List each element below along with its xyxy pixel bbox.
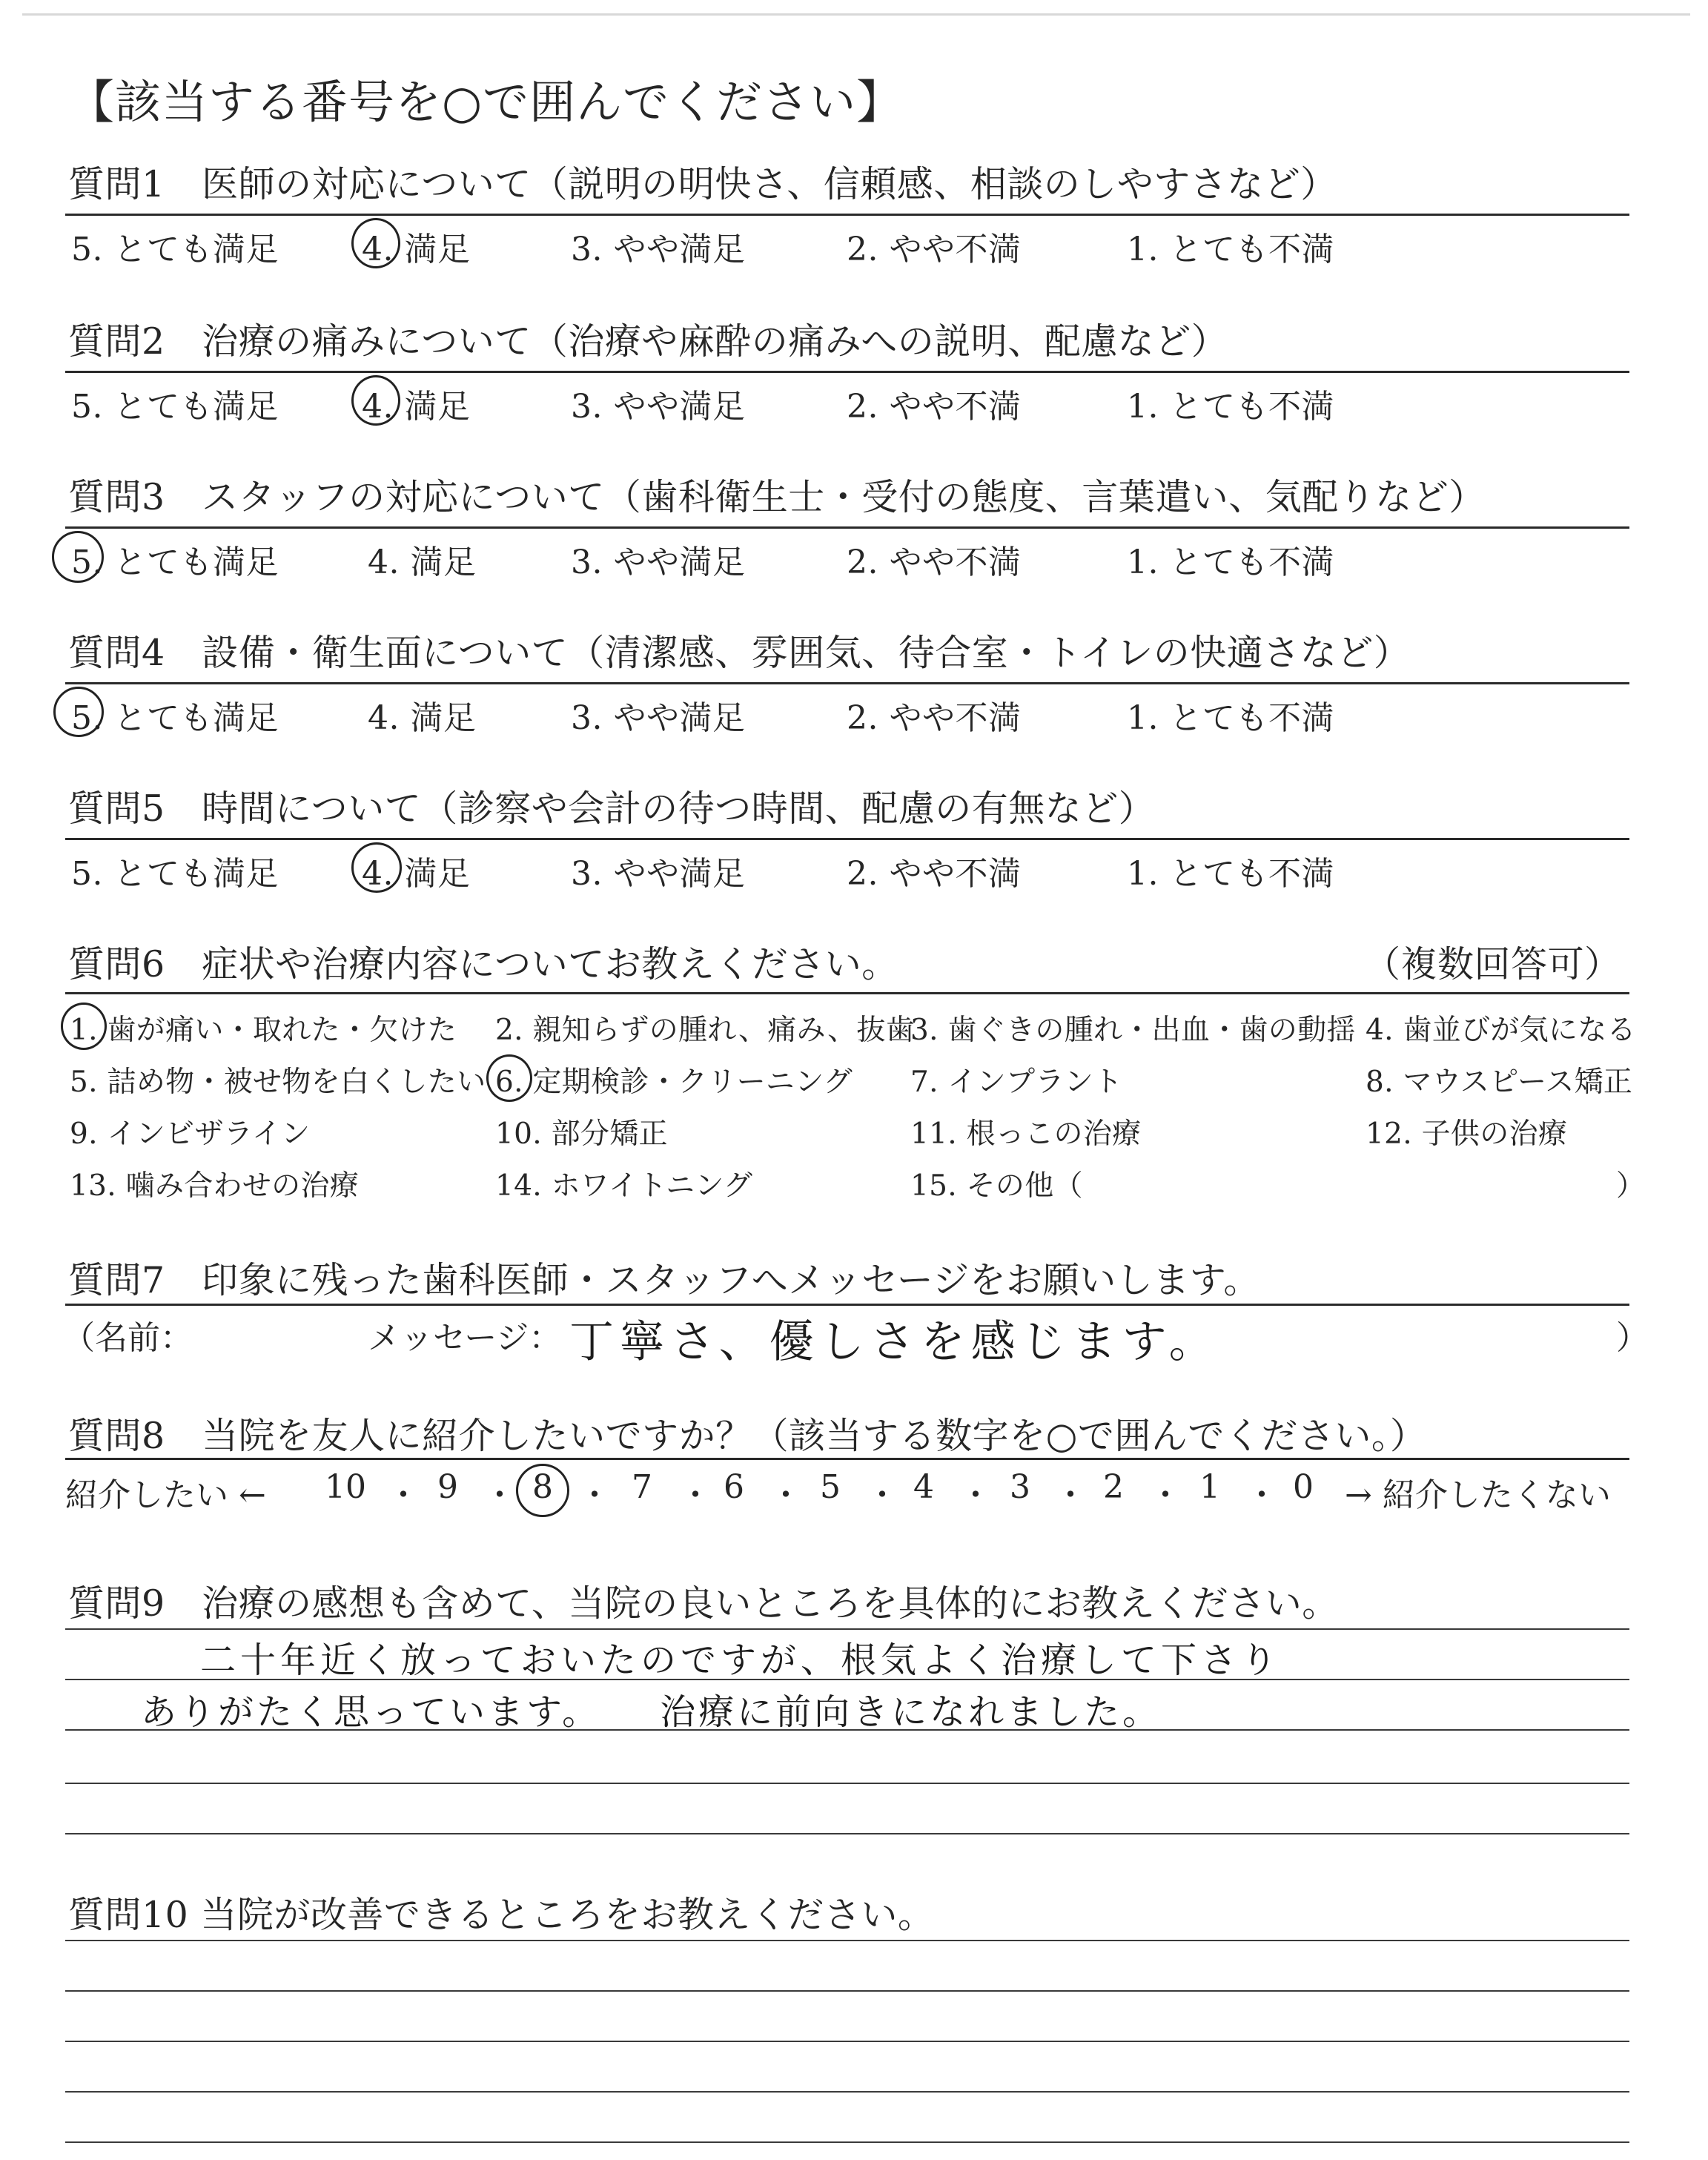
page-top-border bbox=[22, 13, 1690, 16]
scale-value-10[interactable]: 10 bbox=[325, 1468, 366, 1506]
scale-right-label: → 紹介したくない bbox=[1345, 1476, 1611, 1514]
q6-item-9[interactable]: 9. インビザライン bbox=[70, 1117, 311, 1151]
q3-selection-circle bbox=[52, 531, 104, 583]
question-8-label: 質問8 当院を友人に紹介したいですか？（該当する数字を○で囲んでください。） bbox=[68, 1415, 1427, 1457]
page-title: 【該当する番号を○で囲んでください】 bbox=[68, 75, 904, 129]
q6-item-14[interactable]: 14. ホワイトニング bbox=[495, 1169, 753, 1203]
scale-left-label: 紹介したい ← bbox=[65, 1476, 266, 1514]
q4-selection-circle bbox=[53, 687, 104, 737]
q5-option-5[interactable]: 5. とても満足 bbox=[71, 855, 279, 893]
q6-item-6-selection-circle bbox=[486, 1054, 532, 1102]
q7-message-handwritten[interactable]: 丁寧さ、優しさを感じます。 bbox=[569, 1316, 1219, 1368]
scale-value-4[interactable]: 4 bbox=[913, 1468, 934, 1506]
scale-value-3[interactable]: 3 bbox=[1010, 1468, 1030, 1506]
question-5-label: 質問5 時間について（診察や会計の待つ時間、配慮の有無など） bbox=[68, 787, 1156, 830]
q6-item-12[interactable]: 12. 子供の治療 bbox=[1366, 1117, 1568, 1151]
scale-value-2[interactable]: 2 bbox=[1103, 1468, 1124, 1506]
q3-option-3[interactable]: 3. やや満足 bbox=[571, 544, 746, 581]
question-3-label: 質問3 スタッフの対応について（歯科衛生士・受付の態度、言葉遣い、気配りなど） bbox=[68, 476, 1486, 518]
question-8-rule bbox=[65, 1458, 1629, 1460]
q6-item-13[interactable]: 13. 噛み合わせの治療 bbox=[70, 1169, 360, 1203]
question-6-label: 質問6 症状や治療内容についてお教えください。 bbox=[68, 943, 898, 985]
question-4-label: 質問4 設備・衛生面について（清潔感、雰囲気、待合室・トイレの快適さなど） bbox=[68, 632, 1411, 674]
q6-item-3[interactable]: 3. 歯ぐきの腫れ・出血・歯の動揺 bbox=[910, 1014, 1356, 1047]
q6-item-5[interactable]: 5. 詰め物・被せ物を白くしたい bbox=[70, 1066, 486, 1099]
question-5-rule bbox=[65, 838, 1629, 840]
q2-option-4[interactable]: 4. 満足 bbox=[362, 388, 471, 426]
q6-item-15[interactable]: 15. その他（ bbox=[910, 1169, 1083, 1203]
q8-selection-circle bbox=[516, 1464, 569, 1517]
q9-line-4 bbox=[65, 1783, 1629, 1784]
question-1-label: 質問1 医師の対応について（説明の明快さ、信頼感、相談のしやすさなど） bbox=[68, 163, 1337, 205]
q6-item-11[interactable]: 11. 根っこの治療 bbox=[910, 1117, 1142, 1151]
question-4-rule bbox=[65, 682, 1629, 684]
scale-value-6[interactable]: 6 bbox=[724, 1468, 744, 1506]
question-1-rule bbox=[65, 214, 1629, 216]
q6-item-4[interactable]: 4. 歯並びが気になる bbox=[1366, 1014, 1636, 1047]
question-6-rule bbox=[65, 992, 1629, 994]
question-7-rule bbox=[65, 1304, 1629, 1306]
scale-value-9[interactable]: 9 bbox=[437, 1468, 458, 1506]
q10-line-1 bbox=[65, 1940, 1629, 1941]
q2-selection-circle bbox=[351, 375, 400, 426]
scale-value-1[interactable]: 1 bbox=[1199, 1468, 1220, 1506]
q4-option-2[interactable]: 2. やや不満 bbox=[847, 699, 1022, 737]
q6-item-10[interactable]: 10. 部分矯正 bbox=[495, 1117, 668, 1151]
question-9-label: 質問9 治療の感想も含めて、当院の良いところを具体的にお教えください。 bbox=[68, 1582, 1339, 1625]
q7-name-label: （名前： bbox=[62, 1319, 193, 1357]
q9-line-5 bbox=[65, 1833, 1629, 1834]
q5-selection-circle bbox=[351, 842, 402, 893]
scale-separator: ・ bbox=[387, 1476, 420, 1514]
scale-separator: ・ bbox=[578, 1476, 611, 1514]
q6-item-2[interactable]: 2. 親知らずの腫れ、痛み、抜歯 bbox=[495, 1014, 916, 1047]
scale-value-8[interactable]: 8 bbox=[532, 1468, 553, 1506]
question-2-label: 質問2 治療の痛みについて（治療や麻酔の痛みへの説明、配慮など） bbox=[68, 320, 1228, 363]
question-2-rule bbox=[65, 371, 1629, 373]
q2-option-5[interactable]: 5. とても満足 bbox=[71, 388, 279, 426]
scale-separator: ・ bbox=[483, 1476, 516, 1514]
q9-answer-line-1[interactable]: 二十年近く放っておいたのですが、根気よく治療して下さり bbox=[200, 1639, 1282, 1681]
q1-option-1[interactable]: 1. とても不満 bbox=[1127, 231, 1334, 268]
q5-option-1[interactable]: 1. とても不満 bbox=[1127, 855, 1334, 893]
question-6-note: （複数回答可） bbox=[1364, 943, 1621, 985]
q6-item-6[interactable]: 6. 定期検診・クリーニング bbox=[495, 1066, 853, 1099]
scale-separator: ・ bbox=[769, 1476, 802, 1514]
question-3-rule bbox=[65, 526, 1629, 529]
q3-option-1[interactable]: 1. とても不満 bbox=[1127, 544, 1334, 581]
q1-option-5[interactable]: 5. とても満足 bbox=[71, 231, 279, 268]
q6-item-15-close: ） bbox=[1616, 1169, 1646, 1203]
q3-option-5[interactable]: 5. とても満足 bbox=[71, 544, 279, 581]
scale-separator: ・ bbox=[1054, 1476, 1087, 1514]
q10-line-2 bbox=[65, 1990, 1629, 1992]
q5-option-2[interactable]: 2. やや不満 bbox=[847, 855, 1022, 893]
q6-item-8[interactable]: 8. マウスピース矯正 bbox=[1366, 1066, 1633, 1099]
q1-option-3[interactable]: 3. やや満足 bbox=[571, 231, 746, 268]
q3-option-4[interactable]: 4. 満足 bbox=[368, 544, 477, 581]
scale-separator: ・ bbox=[959, 1476, 992, 1514]
q1-option-2[interactable]: 2. やや不満 bbox=[847, 231, 1022, 268]
q9-line-1 bbox=[65, 1628, 1629, 1630]
q5-option-4[interactable]: 4. 満足 bbox=[362, 855, 471, 893]
q6-item-1-selection-circle bbox=[61, 1003, 107, 1050]
q5-option-3[interactable]: 3. やや満足 bbox=[571, 855, 746, 893]
q2-option-1[interactable]: 1. とても不満 bbox=[1127, 388, 1334, 426]
question-7-label: 質問7 印象に残った歯科医師・スタッフへメッセージをお願いします。 bbox=[68, 1259, 1260, 1301]
q2-option-3[interactable]: 3. やや満足 bbox=[571, 388, 746, 426]
q7-close-paren: ） bbox=[1616, 1319, 1649, 1357]
q1-option-4[interactable]: 4. 満足 bbox=[362, 231, 471, 268]
scale-value-5[interactable]: 5 bbox=[820, 1468, 841, 1506]
q9-answer-line-2[interactable]: ありがたく思っています。 治療に前向きになれました。 bbox=[141, 1691, 1162, 1733]
q4-option-3[interactable]: 3. やや満足 bbox=[571, 699, 746, 737]
q10-line-3 bbox=[65, 2041, 1629, 2042]
q7-message-label: メッセージ： bbox=[368, 1319, 562, 1357]
scale-value-0[interactable]: 0 bbox=[1293, 1468, 1314, 1506]
scale-value-7[interactable]: 7 bbox=[632, 1468, 652, 1506]
q10-line-5 bbox=[65, 2141, 1629, 2143]
q6-item-7[interactable]: 7. インプラント bbox=[910, 1066, 1123, 1099]
q2-option-2[interactable]: 2. やや不満 bbox=[847, 388, 1022, 426]
q4-option-1[interactable]: 1. とても不満 bbox=[1127, 699, 1334, 737]
q6-item-1[interactable]: 1. 歯が痛い・取れた・欠けた bbox=[70, 1014, 457, 1047]
q1-selection-circle bbox=[351, 218, 400, 268]
q10-line-4 bbox=[65, 2091, 1629, 2093]
scale-separator: ・ bbox=[1149, 1476, 1182, 1514]
q3-option-2[interactable]: 2. やや不満 bbox=[847, 544, 1022, 581]
q4-option-4[interactable]: 4. 満足 bbox=[368, 699, 477, 737]
scale-separator: ・ bbox=[1245, 1476, 1278, 1514]
question-10-label: 質問10 当院が改善できるところをお教えください。 bbox=[68, 1894, 935, 1936]
scale-separator: ・ bbox=[679, 1476, 712, 1514]
scale-separator: ・ bbox=[866, 1476, 898, 1514]
q4-option-5[interactable]: 5. とても満足 bbox=[71, 699, 279, 737]
